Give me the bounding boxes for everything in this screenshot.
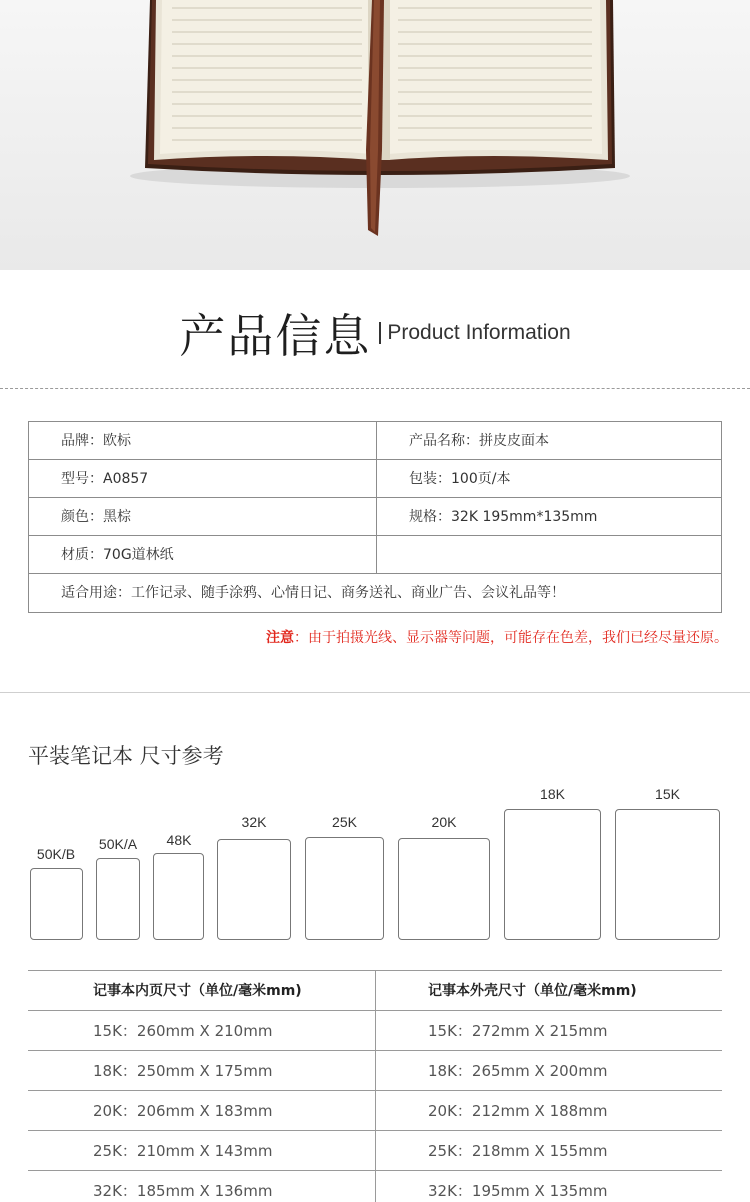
dashed-divider <box>0 388 750 389</box>
inner-size-32k: 32K：185mm X 136mm <box>93 1182 273 1200</box>
info-packaging: 包装：100页/本 <box>376 460 723 497</box>
size-label-15k: 15K <box>655 786 680 802</box>
size-box-18k <box>504 809 601 940</box>
inner-size-18k: 18K：250mm X 175mm <box>93 1062 273 1080</box>
info-brand: 品牌：欧标 <box>61 433 131 449</box>
inner-size-20k: 20K：206mm X 183mm <box>93 1102 273 1120</box>
outer-cover-header: 记事本外壳尺寸（单位/毫米mm) <box>375 971 722 1010</box>
size-box-32k <box>217 839 291 940</box>
size-box-50k-b <box>30 868 83 940</box>
product-photo <box>0 0 750 270</box>
info-row <box>29 498 721 536</box>
product-info-heading <box>0 300 750 370</box>
color-disclaimer <box>266 627 728 647</box>
info-material: 材质：70G道林纸 <box>61 547 174 563</box>
size-label-20k: 20K <box>431 814 457 830</box>
notebook-illustration <box>0 0 750 270</box>
dimension-header-row <box>28 971 722 1011</box>
size-box-15k <box>615 809 720 940</box>
title-divider <box>379 322 381 344</box>
info-row <box>29 574 721 612</box>
info-row <box>29 536 721 574</box>
product-info-title-cn: 产品信息 <box>179 309 372 363</box>
size-label-18k: 18K <box>540 786 565 802</box>
size-box-50k-a <box>96 858 140 940</box>
table-row <box>28 1131 722 1171</box>
size-box-25k <box>305 837 384 940</box>
product-info-title-en: Product Information <box>387 321 571 344</box>
outer-size-32k: 32K：195mm X 135mm <box>375 1171 722 1202</box>
table-row <box>28 1171 722 1202</box>
note-lead: 注意 <box>266 630 294 646</box>
outer-size-25k: 25K：218mm X 155mm <box>375 1131 722 1170</box>
info-spec: 规格：32K 195mm*135mm <box>376 498 723 535</box>
size-label-48k: 48K <box>166 832 192 848</box>
info-row <box>29 460 721 498</box>
info-usage: 适合用途：工作记录、随手涂鸦、心情日记、商务送礼、商业广告、会议礼品等！ <box>61 585 565 601</box>
outer-size-18k: 18K：265mm X 200mm <box>375 1051 722 1090</box>
inner-size-15k: 15K：260mm X 210mm <box>93 1022 273 1040</box>
info-empty-cell <box>376 536 723 573</box>
table-row <box>28 1011 722 1051</box>
info-model: 型号：A0857 <box>61 471 149 487</box>
size-label-25k: 25K <box>332 814 357 830</box>
outer-size-20k: 20K：212mm X 188mm <box>375 1091 722 1130</box>
info-product-name: 产品名称：拼皮皮面本 <box>376 422 723 459</box>
table-row <box>28 1091 722 1131</box>
section-divider <box>0 692 750 693</box>
product-info-table <box>28 421 722 613</box>
dimension-table <box>28 970 722 1202</box>
size-label-50k-b: 50K/B <box>36 846 76 862</box>
size-box-20k <box>398 838 490 940</box>
note-text: ：由于拍摄光线、显示器等问题，可能存在色差，我们已经尽量还原。 <box>294 630 728 646</box>
inner-page-header: 记事本内页尺寸（单位/毫米mm) <box>93 983 302 999</box>
inner-size-25k: 25K：210mm X 143mm <box>93 1142 273 1160</box>
outer-size-15k: 15K：272mm X 215mm <box>375 1011 722 1050</box>
info-row <box>29 422 721 460</box>
size-label-50k-a: 50K/A <box>98 836 138 852</box>
size-box-48k <box>153 853 204 940</box>
info-color: 颜色：黑棕 <box>61 509 131 525</box>
size-reference-title: 平装笔记本 尺寸参考 <box>28 744 224 768</box>
table-row <box>28 1051 722 1091</box>
size-label-32k: 32K <box>241 814 267 830</box>
